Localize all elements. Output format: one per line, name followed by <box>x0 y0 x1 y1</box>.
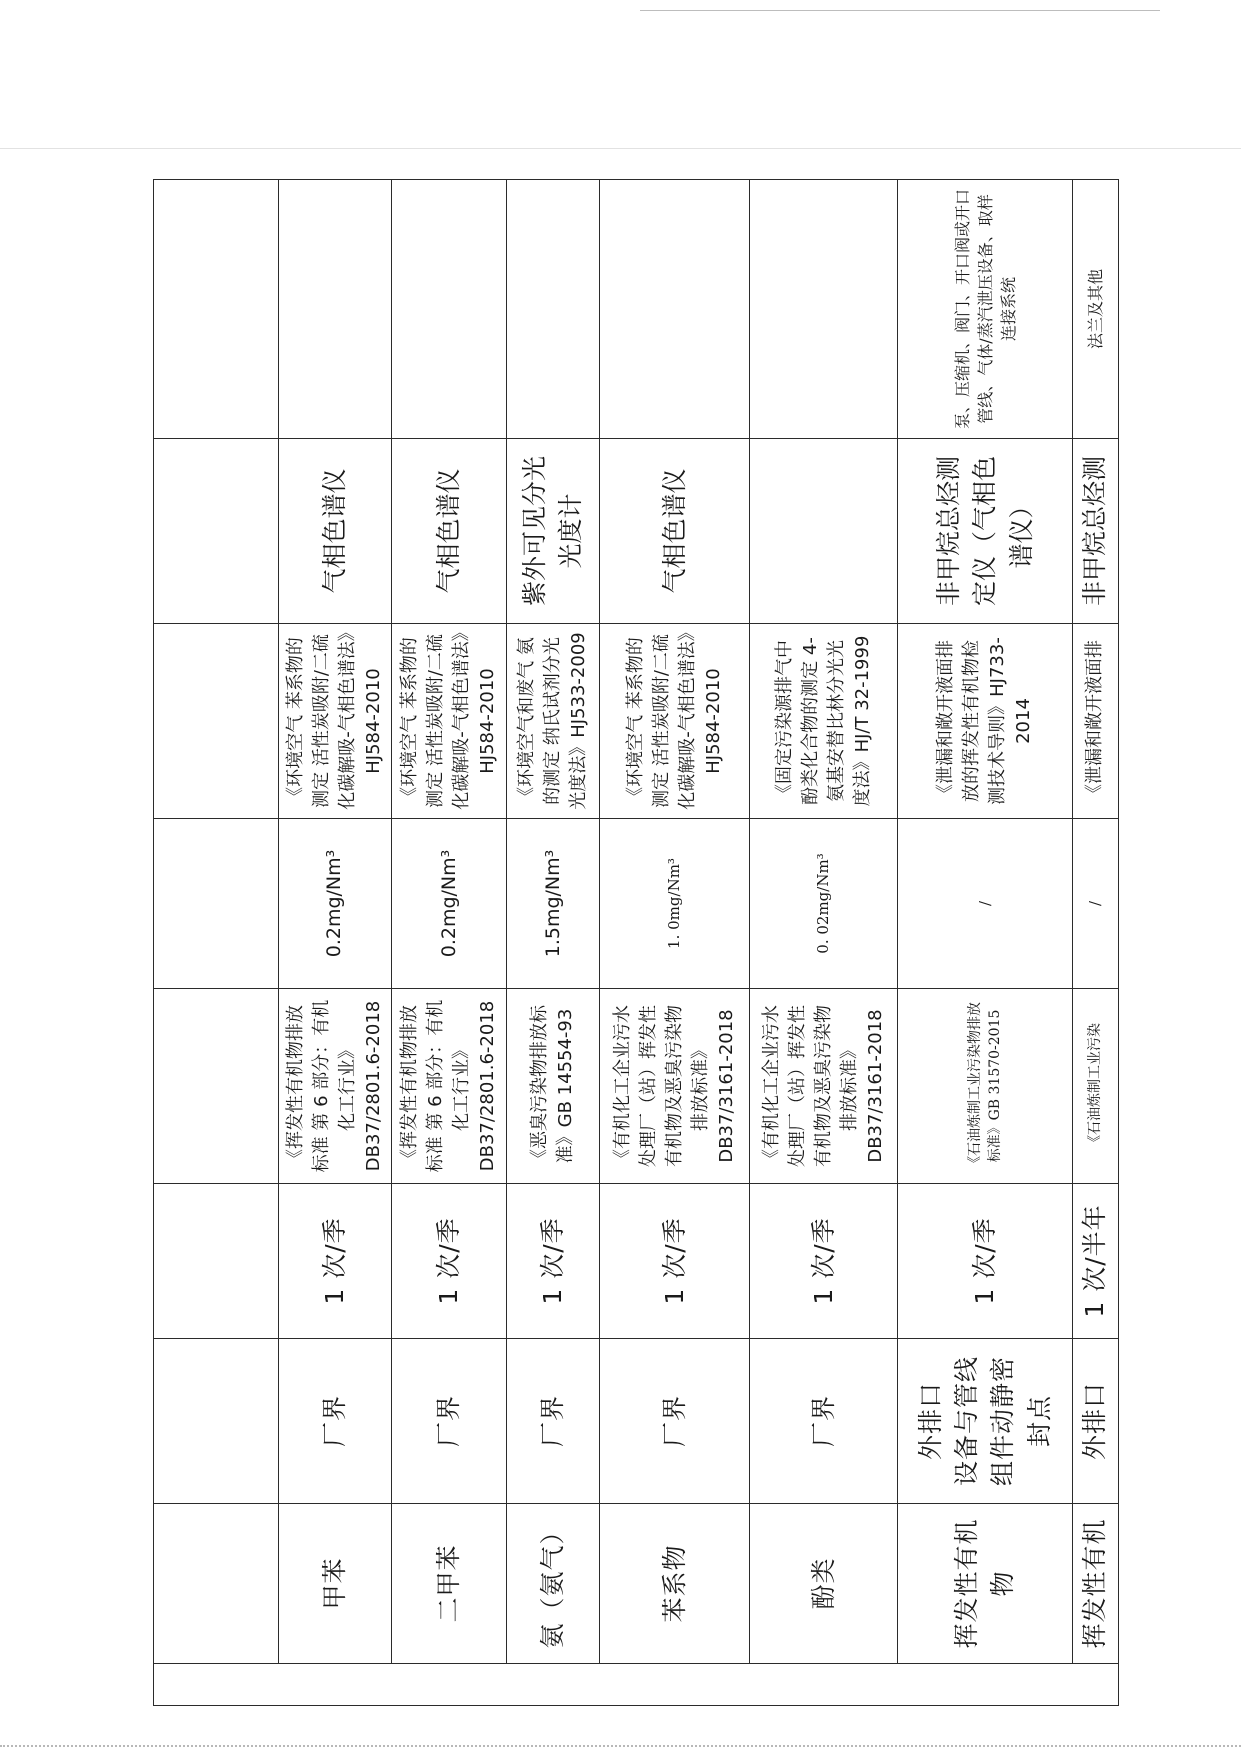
frequency-cell: 1 次/半年 <box>1073 1184 1118 1339</box>
point-cell: 厂界 <box>392 1339 507 1504</box>
header-blank-7 <box>154 439 279 624</box>
limit-cell: / <box>1073 819 1118 989</box>
note-cell <box>507 180 600 439</box>
limit-cell: 0.2mg/Nm³ <box>392 819 507 989</box>
point-cell: 外排口 <box>1073 1339 1118 1504</box>
header-blank-4 <box>154 989 279 1184</box>
instrument-cell: 气相色谱仪 <box>392 439 507 624</box>
header-blank-5 <box>154 819 279 989</box>
note-cell: 法兰及其他 <box>1073 180 1118 439</box>
instrument-cell: 非甲烷总烃测定仪（气相色谱仪） <box>898 439 1073 624</box>
limit-cell: / <box>898 819 1073 989</box>
point-cell: 厂界 <box>507 1339 600 1504</box>
pollutant-cell: 甲苯 <box>279 1504 392 1664</box>
frequency-cell: 1 次/季 <box>279 1184 392 1339</box>
table-row <box>898 180 1073 1706</box>
standard-cell: 《有机化工企业污水处理厂（站）挥发性有机物及恶臭污染物排放标准》DB37/3161-2018 <box>600 989 750 1184</box>
note-cell <box>392 180 507 439</box>
method-cell: 《泄漏和敞开液面排放的挥发性有机物检测技术导则》HJ733-2014 <box>898 624 1073 819</box>
pollutant-cell: 氨（氨气） <box>507 1504 600 1664</box>
blank-margin-column <box>154 1664 1119 1706</box>
standard-cell: 《挥发性有机物排放标准 第 6 部分：有机化工行业》DB37/2801.6-2018 <box>392 989 507 1184</box>
scan-artifact-bottom <box>0 1745 1241 1749</box>
table-row <box>750 180 898 1706</box>
table-row <box>279 180 392 1706</box>
table-row-header <box>154 180 279 1706</box>
header-blank-3 <box>154 1184 279 1339</box>
standard-cell: 《石油炼制工业污染物排放标准》GB 31570-2015 <box>898 989 1073 1184</box>
method-cell: 《泄漏和敞开液面排 <box>1073 624 1118 819</box>
instrument-cell: 气相色谱仪 <box>279 439 392 624</box>
header-blank-6 <box>154 624 279 819</box>
scan-artifact-top <box>640 10 1160 11</box>
pollutant-cell: 挥发性有机物 <box>898 1504 1073 1664</box>
method-cell: 《固定污染源排气中酚类化合物的测定 4-氨基安替比林分光光度法》HJ/T 32-1999 <box>750 624 898 819</box>
note-cell <box>279 180 392 439</box>
frequency-cell: 1 次/季 <box>507 1184 600 1339</box>
header-blank-8 <box>154 180 279 439</box>
pollutant-cell: 酚类 <box>750 1504 898 1664</box>
header-blank-1 <box>154 1504 279 1664</box>
table-row <box>600 180 750 1706</box>
header-blank-2 <box>154 1339 279 1504</box>
instrument-cell <box>750 439 898 624</box>
table-row <box>1073 180 1118 1706</box>
standard-cell: 《挥发性有机物排放标准 第 6 部分：有机化工行业》DB37/2801.6-2018 <box>279 989 392 1184</box>
method-cell: 《环境空气 苯系物的测定 活性炭吸附/二硫化碳解吸-气相色谱法》HJ584-2010 <box>279 624 392 819</box>
pollutant-cell: 二甲苯 <box>392 1504 507 1664</box>
method-cell: 《环境空气和废气 氨的测定 纳氏试剂分光光度法》HJ533-2009 <box>507 624 600 819</box>
frequency-cell: 1 次/季 <box>600 1184 750 1339</box>
rotated-table-wrapper <box>153 180 1110 1706</box>
point-cell: 厂界 <box>600 1339 750 1504</box>
point-cell: 外排口 设备与管线组件动静密封点 <box>898 1339 1073 1504</box>
scan-artifact-line <box>0 148 1241 149</box>
instrument-cell: 非甲烷总烃测 <box>1073 439 1118 624</box>
limit-cell: 1.5mg/Nm³ <box>507 819 600 989</box>
pollutant-cell: 挥发性有机 <box>1073 1504 1118 1664</box>
note-cell <box>600 180 750 439</box>
frequency-cell: 1 次/季 <box>392 1184 507 1339</box>
frequency-cell: 1 次/季 <box>898 1184 1073 1339</box>
method-cell: 《环境空气 苯系物的测定 活性炭吸附/二硫化碳解吸-气相色谱法》HJ584-2010 <box>600 624 750 819</box>
monitoring-table <box>153 179 1119 1706</box>
table-row <box>392 180 507 1706</box>
point-cell: 厂界 <box>750 1339 898 1504</box>
note-cell: 泵、压缩机、阀门、开口阀或开口管线、气体/蒸汽泄压设备、取样连接系统 <box>898 180 1073 439</box>
instrument-cell: 紫外可见分光光度计 <box>507 439 600 624</box>
standard-cell: 《恶臭污染物排放标准》GB 14554-93 <box>507 989 600 1184</box>
standard-cell: 《有机化工企业污水处理厂（站）挥发性有机物及恶臭污染物排放标准》DB37/3161-2018 <box>750 989 898 1184</box>
method-cell: 《环境空气 苯系物的测定 活性炭吸附/二硫化碳解吸-气相色谱法》HJ584-2010 <box>392 624 507 819</box>
frequency-cell: 1 次/季 <box>750 1184 898 1339</box>
pollutant-cell: 苯系物 <box>600 1504 750 1664</box>
table-row <box>507 180 600 1706</box>
note-cell <box>750 180 898 439</box>
instrument-cell: 气相色谱仪 <box>600 439 750 624</box>
standard-cell: 《石油炼制工业污染 <box>1073 989 1118 1184</box>
limit-cell: 0. 02mg/Nm³ <box>750 819 898 989</box>
limit-cell: 1. 0mg/Nm³ <box>600 819 750 989</box>
point-cell: 厂界 <box>279 1339 392 1504</box>
limit-cell: 0.2mg/Nm³ <box>279 819 392 989</box>
